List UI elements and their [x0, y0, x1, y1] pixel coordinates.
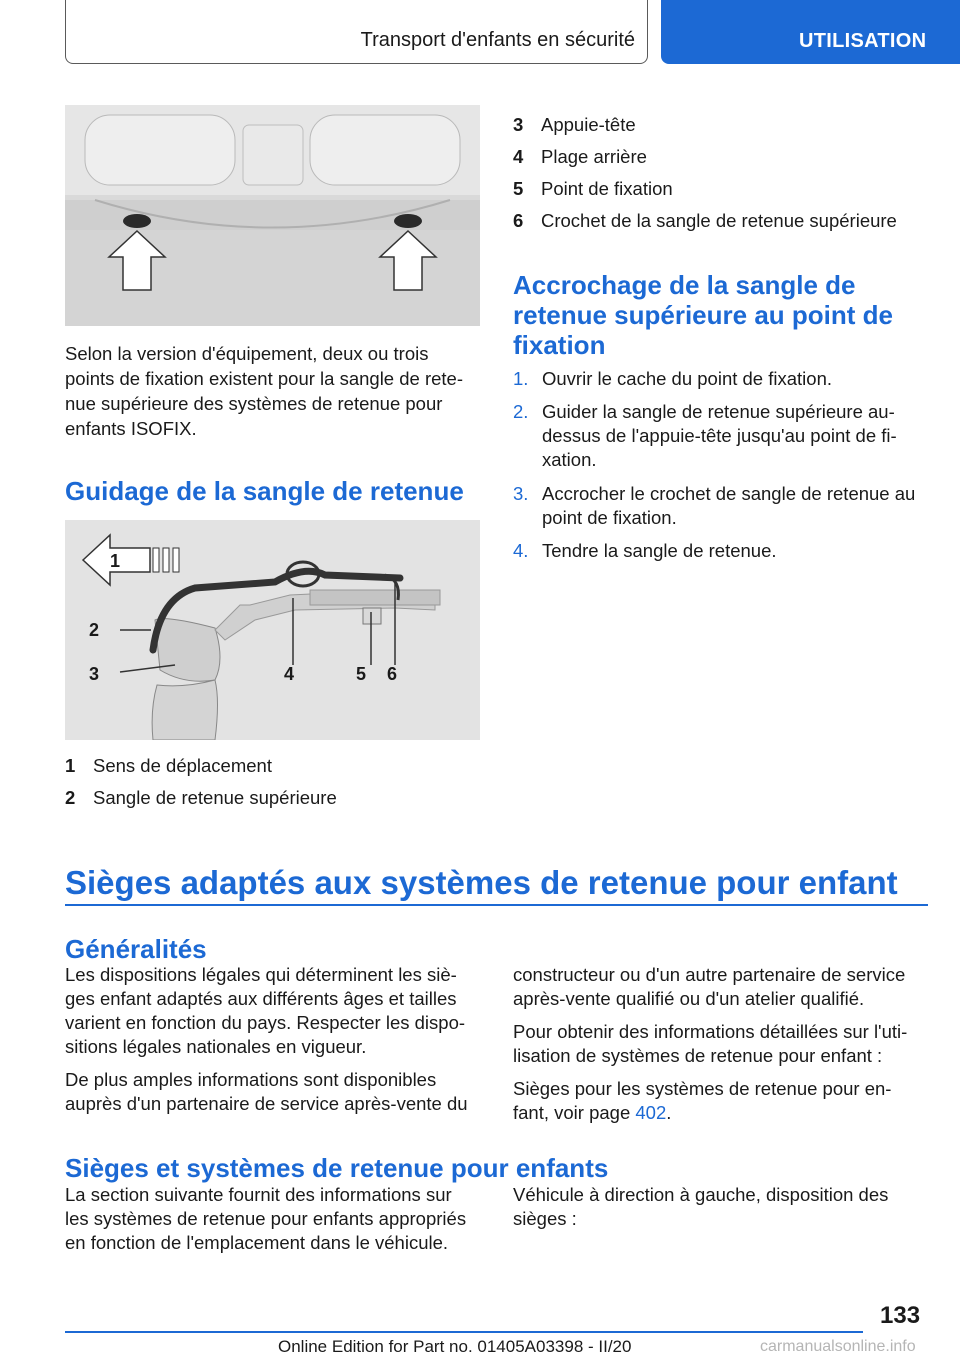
- figure-label-1: 1: [110, 551, 121, 571]
- step-num: 4.: [513, 540, 529, 561]
- step-text: Accrocher le crochet de sangle de retenue au point de fixation.: [542, 483, 916, 528]
- sieges-systemes-right-text: Véhicule à direction à gauche, disposition des sièges :: [513, 1184, 889, 1229]
- footer-divider: [65, 1331, 863, 1333]
- guidage-heading: Guidage de la sangle de retenue: [65, 476, 464, 506]
- footer-edition: Online Edition for Part no. 01405A03398 - II/20: [278, 1337, 632, 1356]
- figure-label-6: 6: [387, 664, 398, 684]
- sieges-heading: Sièges adaptés aux systèmes de retenue pour enfant: [65, 864, 898, 901]
- legend-num: 4: [513, 146, 524, 167]
- generalites-right-column: constructeur ou d'un autre partenaire de service après-vente qualifié ou d'un atelier qualifié. Pour obtenir des informations détaillées sur l'uti- lisation de systèmes de retenue pour enfant : Sièges pour les systèmes de retenue pour en- fant, voir page 402.: [513, 964, 908, 1123]
- header-chapter-label: UTILISATION: [799, 30, 927, 52]
- step-text: Tendre la sangle de retenue.: [542, 540, 777, 561]
- header-chapter-tab[interactable]: [661, 0, 960, 64]
- figure-anchor-points: [65, 105, 480, 326]
- legend-num: 3: [513, 114, 524, 135]
- legend-text: Sangle de retenue supérieure: [93, 787, 337, 808]
- figure-label-2: 2: [89, 620, 100, 640]
- figure-label-3: 3: [89, 664, 100, 684]
- legend-text: Point de fixation: [541, 178, 673, 199]
- generalites-heading: Généralités: [65, 934, 207, 964]
- legend-text: Crochet de la sangle de retenue supérieure: [541, 210, 897, 231]
- footer-watermark: carmanualsonline.info: [760, 1338, 916, 1355]
- accrochage-heading: Accrochage de la sangle de retenue supérieure au point de fixation: [513, 270, 893, 360]
- figure-strap-routing: [65, 520, 480, 740]
- sieges-systemes-heading: Sièges et systèmes de retenue pour enfants: [65, 1153, 609, 1183]
- figure-label-5: 5: [356, 664, 367, 684]
- legend-num: 5: [513, 178, 524, 199]
- intro-paragraph: [65, 341, 477, 441]
- intro-text: Selon la version d'équipement, deux ou trois points de fixation existent pour la sangle de retenue supérieure des systèmes de retenue pour enfants ISOFIX.: [65, 343, 464, 439]
- legend-num: 6: [513, 210, 524, 231]
- sieges-systemes-left-text: La section suivante fournit des informations sur les systèmes de retenue pour enfants appropriés en fonction de l'emplacement dans le véhicule.: [65, 1184, 467, 1253]
- strap-routing-illustration: [65, 520, 480, 740]
- figure-label-4: 4: [284, 664, 295, 684]
- step-text: Guider la sangle de retenue supérieure au- dessus de l'appuie-tête jusqu'au point de fi- xation.: [542, 401, 897, 470]
- legend-num: 1: [65, 755, 76, 776]
- header-section-title: Transport d'enfants en sécurité: [360, 29, 635, 51]
- generalites-left-column: Les dispositions légales qui déterminent les siè- ges enfant adaptés aux différents âges et tailles varient en fonction du pays. Respecter les dispo- sitions légales nationales en vigueur. De plus amples informations sont disponibles auprès d'un partenaire de service après-vente du: [65, 964, 468, 1114]
- header-section-box: [65, 0, 648, 64]
- anchor-points-illustration: [65, 105, 480, 326]
- step-num: 1.: [513, 368, 529, 389]
- step-num: 3.: [513, 483, 529, 504]
- legend-text: Appuie-tête: [541, 114, 636, 135]
- legend-text: Sens de déplacement: [93, 755, 272, 776]
- page-number: 133: [880, 1302, 921, 1329]
- step-num: 2.: [513, 401, 529, 422]
- page-link-402[interactable]: 402: [635, 1102, 667, 1123]
- step-text: Ouvrir le cache du point de fixation.: [542, 368, 832, 389]
- legend-num: 2: [65, 787, 76, 808]
- legend-text: Plage arrière: [541, 146, 647, 167]
- section-divider: [65, 904, 928, 906]
